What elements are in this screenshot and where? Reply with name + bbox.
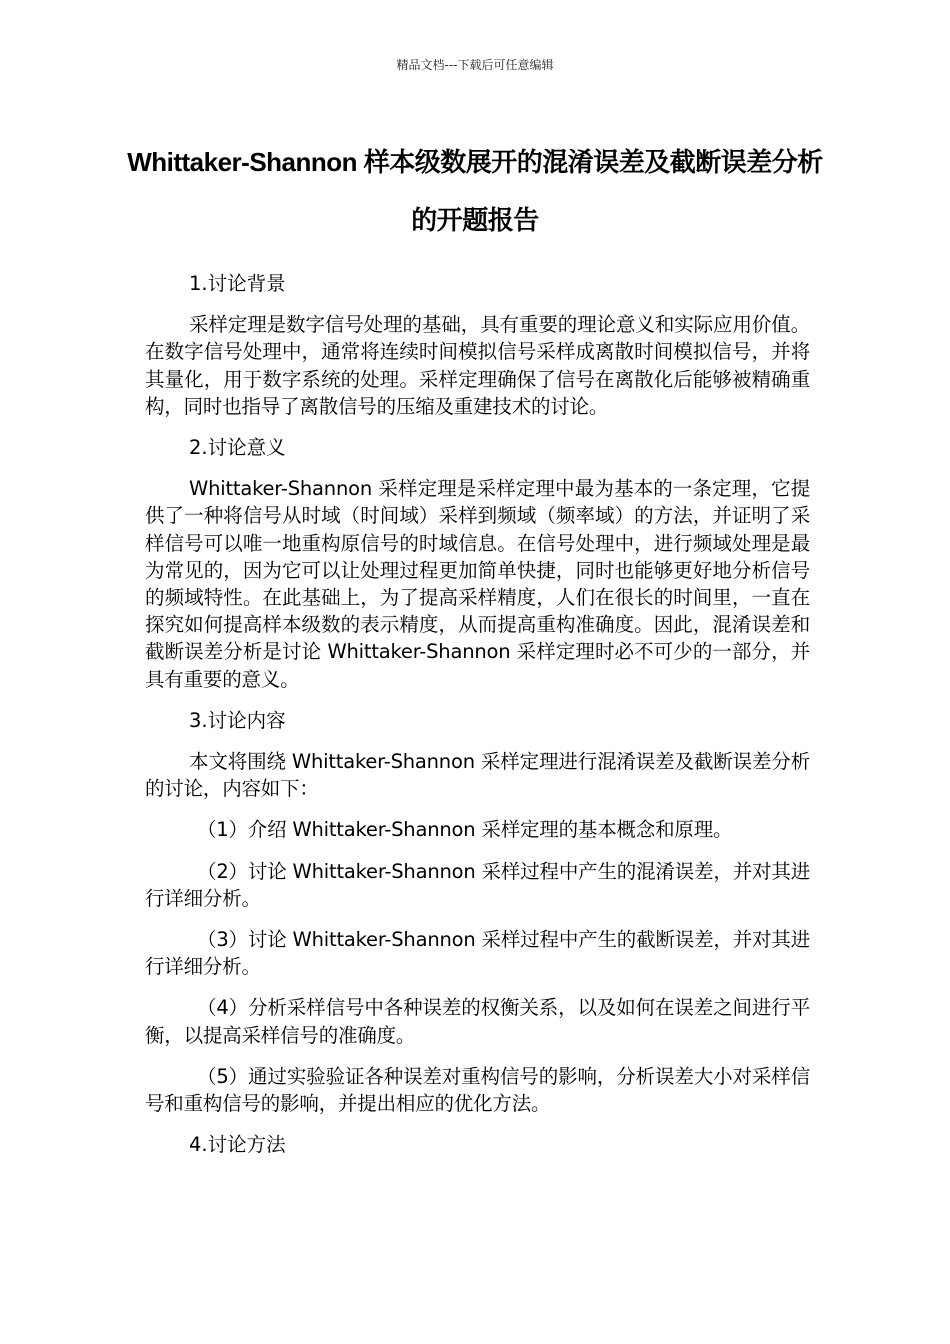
section-heading-content: 3.讨论内容 — [189, 708, 286, 732]
section-heading-significance: 2.讨论意义 — [189, 436, 286, 460]
content-list-item: （2）讨论 Whittaker-Shannon 采样过程中产生的混淆误差，并对其进行详细分析。 — [145, 859, 810, 910]
content-list-item: （3）讨论 Whittaker-Shannon 采样过程中产生的截断误差，并对其进行详细分析。 — [145, 928, 810, 979]
background-paragraph: 采样定理是数字信号处理的基础，具有重要的理论意义和实际应用价值。在数字信号处理中，通常将连续时间模拟信号采样成离散时间模拟信号，并将其量化，用于数字系统的处理。采样定理确保了信号在离散化后能够被精确重构，同时也指导了离散信号的压缩及重建技术的讨论。 — [145, 313, 810, 418]
header-note: 精品文档---下载后可任意编辑 — [396, 58, 554, 72]
document-title: Whittaker-Shannon 样本级数展开的混淆误差及截断误差分析的开题报告 — [127, 147, 823, 235]
significance-paragraph: Whittaker-Shannon 采样定理是采样定理中最为基本的一条定理，它提供了一种将信号从时域（时间域）采样到频域（频率域）的方法，并证明了采样信号可以唯一地重构原信号的时域信息。在信号处理中，进行频域处理是最为常见的，因为它可以让处理过程更加简单快捷，同时也能够更好地分析信号的频域特性。在此基础上，为了提高采样精度，人们在很长的时间里，一直在探究如何提高样本级数的表示精度，从而提高重构准确度。因此，混淆误差和截断误差分析是讨论 Whittaker-Shannon 采样定理时必不可少的一部分，并具有重要的意义。 — [145, 477, 810, 691]
section-heading-method: 4.讨论方法 — [189, 1133, 286, 1157]
content-list-item: （5）通过实验验证各种误差对重构信号的影响，分析误差大小对采样信号和重构信号的影响，并提出相应的优化方法。 — [145, 1064, 810, 1116]
section-heading-background: 1.讨论背景 — [189, 272, 286, 295]
document-body — [145, 270, 810, 1158]
content-list-item: （4）分析采样信号中各种误差的权衡关系，以及如何在误差之间进行平衡，以提高采样信号的准确度。 — [145, 996, 810, 1047]
content-intro-paragraph: 本文将围绕 Whittaker-Shannon 采样定理进行混淆误差及截断误差分析的讨论，内容如下： — [145, 750, 810, 801]
content-list-item: （1）介绍 Whittaker-Shannon 采样定理的基本概念和原理。 — [197, 818, 733, 842]
